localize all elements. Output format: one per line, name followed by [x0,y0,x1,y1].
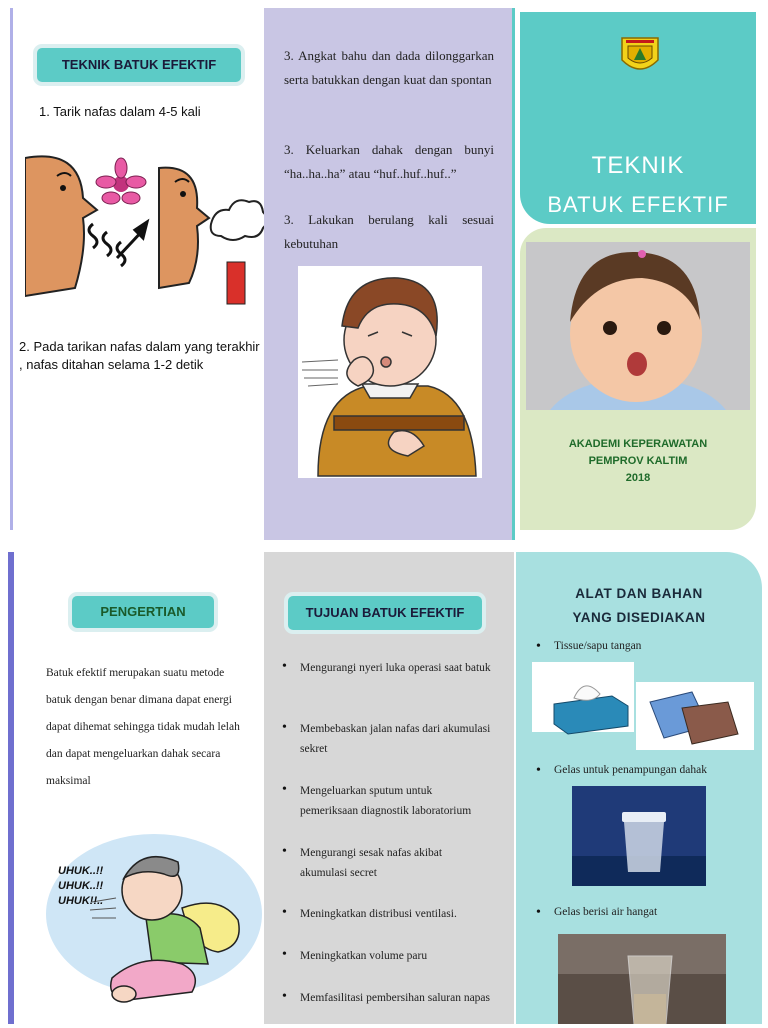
list-item: • Memfasilitasi pembersihan saluran napas [280,988,492,1028]
step-1-text: 1. Tarik nafas dalam 4-5 kali [39,104,201,119]
panel-definition [8,552,268,1024]
panel-technique-steps [10,8,265,530]
institution-line2: PEMPROV KALTIM [588,455,688,467]
list-item: • Mengeluarkan sputum untuk pemeriksaan diagnostik laboratorium [280,781,492,843]
list-item: • Membebaskan jalan nafas dari akumulasi sekret [280,719,492,781]
definition-text: Batuk efektif merupakan suatu metode batuk dengan benar dimana dapat energi dapat dihemat sehingga tidak mudah lelah dan dapat mengeluarkan dahak secara maksimal [46,667,240,787]
purposes-list [280,658,492,1028]
cover-header [520,12,756,224]
institution-logo-icon [620,34,660,78]
step-3-expel-phlegm: 3. Keluarkan dahak dengan bunyi “ha..ha..ha” atau “huf..huf..huf..” [284,142,494,181]
sputum-cup-photo [572,786,706,886]
panel-cover [515,8,761,530]
section-pill-teknik [37,48,241,82]
face-exhale-right [159,168,209,288]
inhale-arrows-icon [89,222,147,266]
tools-title-line1: ALAT DAN BAHAN [575,586,703,601]
panel-technique-steps-continued [264,8,512,540]
tools-list-item-1 [534,640,754,652]
uhuk-line: UHUK..!! [58,865,104,877]
tissue-handkerchief-photo [532,662,754,750]
cover-year: 2018 [625,472,651,484]
institution-line1: AKADEMI KEPERAWATAN [568,438,708,450]
pill-label: TEKNIK BATUK EFEKTIF [61,57,217,72]
tools-list-item-3 [534,906,754,918]
exhale-cloud-icon [211,200,265,304]
panel-tools [516,552,762,1024]
step-2-text: 2. Pada tarikan nafas dalam yang terakhir , nafas ditahan selama 1-2 detik [19,339,260,372]
pill-label: TUJUAN BATUK EFEKTIF [305,605,465,620]
section-pill-pengertian [72,596,214,628]
step-3-raise-shoulders: 3. Angkat bahu dan dada dilonggarkan serta batukkan dengan kuat dan spontan [284,48,494,87]
uhuk-line: UHUK!!.. [58,895,104,907]
tools-title [516,582,762,630]
uhuk-sound-text [58,864,103,909]
uhuk-line: UHUK..!! [58,880,104,892]
list-item: • Meningkatkan distribusi ventilasi. [280,904,492,946]
breathing-illustration [25,148,265,308]
tools-list-item-2 [534,764,754,776]
list-item: • Gelas berisi air hangat [534,906,754,918]
pill-label: PENGERTIAN [100,604,186,619]
flower-icon [96,158,146,204]
cover-title-line2: BATUK EFEKTIF [547,192,729,217]
step-3-repeat: 3. Lakukan berulang kali sesuai kebutuhan [284,212,494,251]
coughing-child-illustration [32,828,262,1008]
list-item: • Tissue/sapu tangan [534,640,754,652]
section-pill-tujuan [288,596,482,630]
tools-title-line2: YANG DISEDIAKAN [572,610,706,625]
list-item: • Mengurangi sesak nafas akibat akumulasi secret [280,843,492,904]
list-item: • Meningkatkan volume paru [280,946,492,988]
cover-body [520,228,756,530]
coughing-boy-illustration [298,266,482,478]
panel-purposes [264,552,514,1024]
face-inhale-left [25,156,97,296]
list-item: • Gelas untuk penampungan dahak [534,764,754,776]
warm-water-glass-photo [558,934,726,1024]
coughing-baby-photo [526,242,750,410]
institution-text [520,436,756,487]
list-item: • Mengurangi nyeri luka operasi saat batuk [280,658,492,719]
cover-title-line1: TEKNIK [591,152,685,179]
